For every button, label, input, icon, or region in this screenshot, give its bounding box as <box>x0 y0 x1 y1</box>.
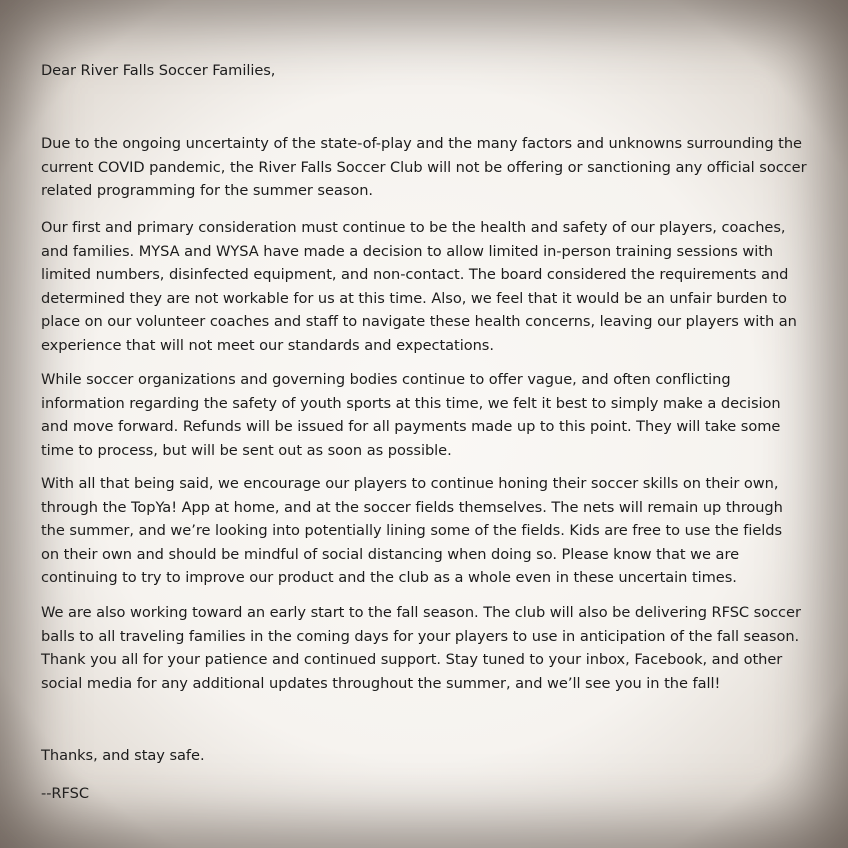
letter-closing: Thanks, and stay safe. <box>41 747 205 764</box>
paragraph-practice-at-home: With all that being said, we encourage our players to continue honing their soccer skills on their own, through the TopYa! App at home, and at the soccer fields themselves. The nets will remain up through the summer, and we’re looking into potentially lining some of the fields. Kids are free to use the fields on their own and should be mindful of social distancing when doing so. Please know that we are continuing to try to improve our product and the club as a whole even in these uncertain times. <box>41 475 783 587</box>
paragraph-refunds: While soccer organizations and governing bodies continue to offer vague, and often conflicting information regarding the safety of youth sports at this time, we felt it best to simply make a decision and move forward. Refunds will be issued for all payments made up to this point. They will take some time to process, but will be sent out as soon as possible. <box>41 371 781 459</box>
letter-greeting: Dear River Falls Soccer Families, <box>41 62 276 79</box>
letter-signature: --RFSC <box>41 785 89 802</box>
paragraph-health-safety: Our first and primary consideration must continue to be the health and safety of our players, coaches, and families. MYSA and WYSA have made a decision to allow limited in-person training sessions with limited numbers, disinfected equipment, and non-contact. The board considered the requirements and determined they are not workable for us at this time. Also, we feel that it would be an unfair burden to place on our volunteer coaches and staff to navigate these health concerns, leaving our players with an experience that will not meet our standards and expectations. <box>41 219 797 354</box>
paragraph-program-cancellation: Due to the ongoing uncertainty of the state-of-play and the many factors and unknowns surrounding the current COVID pandemic, the River Falls Soccer Club will not be offering or sanctioning any official soccer related programming for the summer season. <box>41 135 807 200</box>
paragraph-fall-season: We are also working toward an early start to the fall season. The club will also be delivering RFSC soccer balls to all traveling families in the coming days for your players to use in anticipation of the fall season. Thank you all for your patience and continued support. Stay tuned to your inbox, Facebook, and other social media for any additional updates throughout the summer, and we’ll see you in the fall! <box>41 604 801 692</box>
